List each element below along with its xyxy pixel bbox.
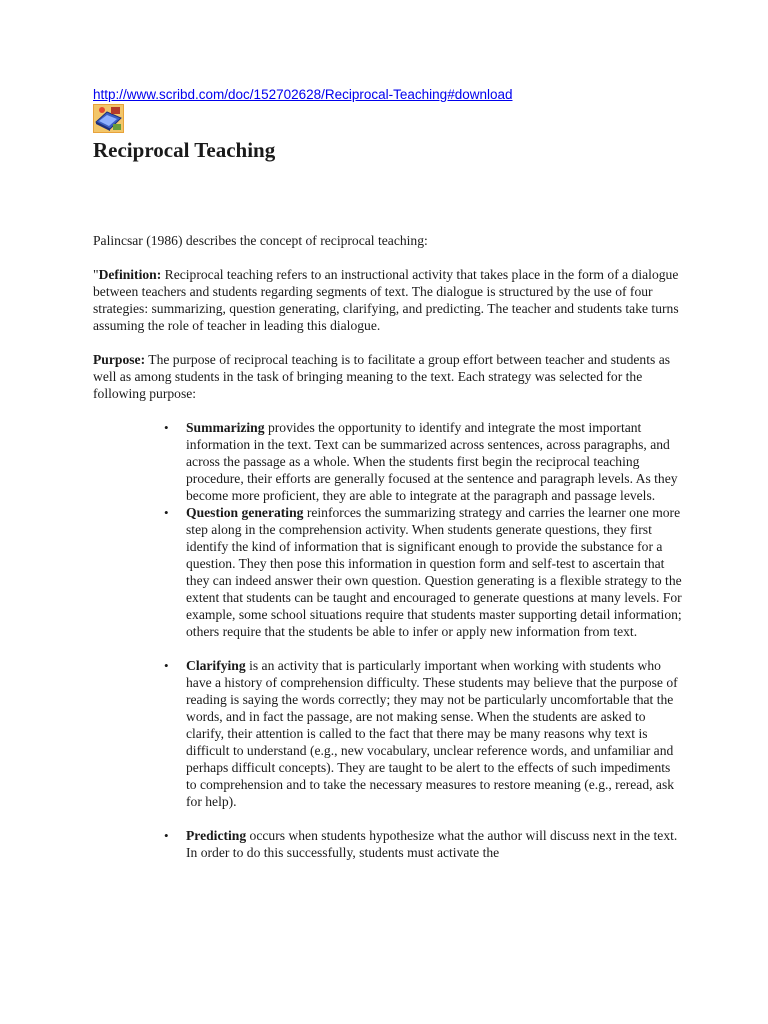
- page-title: Reciprocal Teaching: [93, 138, 276, 162]
- intro-paragraph: Palincsar (1986) describes the concept of reciprocal teaching:: [93, 233, 428, 248]
- source-link[interactable]: http://www.scribd.com/doc/152702628/Reciprocal-Teaching#download: [93, 87, 513, 102]
- bullet-icon: •: [164, 420, 169, 435]
- document-image-icon[interactable]: [93, 104, 124, 133]
- purpose-paragraph: [93, 351, 683, 402]
- strategy-term: Clarifying: [186, 658, 246, 673]
- open-quote: ": [93, 267, 99, 282]
- bullet-icon: •: [164, 828, 169, 843]
- list-item-clarifying: [164, 657, 683, 810]
- strategy-term: Question generating: [186, 505, 304, 520]
- strategy-text: occurs when students hypothesize what the author will discuss next in the text. In order to do this successfully, students must activate the: [186, 828, 678, 860]
- strategy-text: provides the opportunity to identify and integrate the most important information in the text. Text can be summarized across sentences, across paragraphs, and across the passage as a whole. When the students first begin the reciprocal teaching procedure, their efforts are generally focused at the sentence and paragraph levels. As they become more proficient, they are able to integrate at the paragraph and passage levels.: [186, 420, 678, 503]
- definition-label: Definition:: [98, 267, 162, 282]
- list-item-predicting: [164, 827, 683, 861]
- list-item-question-generating: [164, 504, 683, 640]
- definition-paragraph: [93, 266, 683, 334]
- list-item-summarizing: [164, 419, 683, 504]
- strategy-term: Predicting: [186, 828, 247, 843]
- strategy-text: reinforces the summarizing strategy and carries the learner one more step along in the comprehension activity. When students generate questions, they first identify the kind of information that is significant enough to provide the substance for a question. They then pose this information in question form and self-test to ascertain that they can indeed answer their own question. Question generating is a flexible strategy to the extent that students can be taught and encouraged to generate questions at many levels. For example, some school situations require that students master supporting detail information; others require that the students be able to infer or apply new information from text.: [186, 505, 682, 639]
- strategy-term: Summarizing: [186, 420, 265, 435]
- definition-text: Reciprocal teaching refers to an instructional activity that takes place in the form of a dialogue between teachers and students regarding segments of text. The dialogue is structured by the use of four strategies: summarizing, question generating, clarifying, and predicting. The teacher and students take turns assuming the role of teacher in leading this dialogue.: [93, 267, 679, 333]
- strategy-text: is an activity that is particularly important when working with students who have a history of comprehension difficulty. These students may believe that the purpose of reading is saying the words correctly; they may not be particularly uncomfortable that the words, and in fact the passage, are not making sense. When the students are asked to clarify, their attention is called to the fact that there may be many reasons why text is difficult to understand (e.g., new vocabulary, unclear reference words, and unfamiliar and perhaps difficult concepts). They are taught to be alert to the effects of such impediments to comprehension and to take the necessary measures to restore meaning (e.g., reread, ask for help).: [186, 658, 678, 809]
- strategy-list: [93, 419, 683, 861]
- purpose-label: Purpose:: [93, 352, 146, 367]
- document-page: [93, 86, 683, 861]
- bullet-icon: •: [164, 658, 169, 673]
- purpose-text: The purpose of reciprocal teaching is to facilitate a group effort between teacher and students as well as among students in the task of bringing meaning to the text. Each strategy was selected for the following purpose:: [93, 352, 671, 401]
- bullet-icon: •: [164, 505, 169, 520]
